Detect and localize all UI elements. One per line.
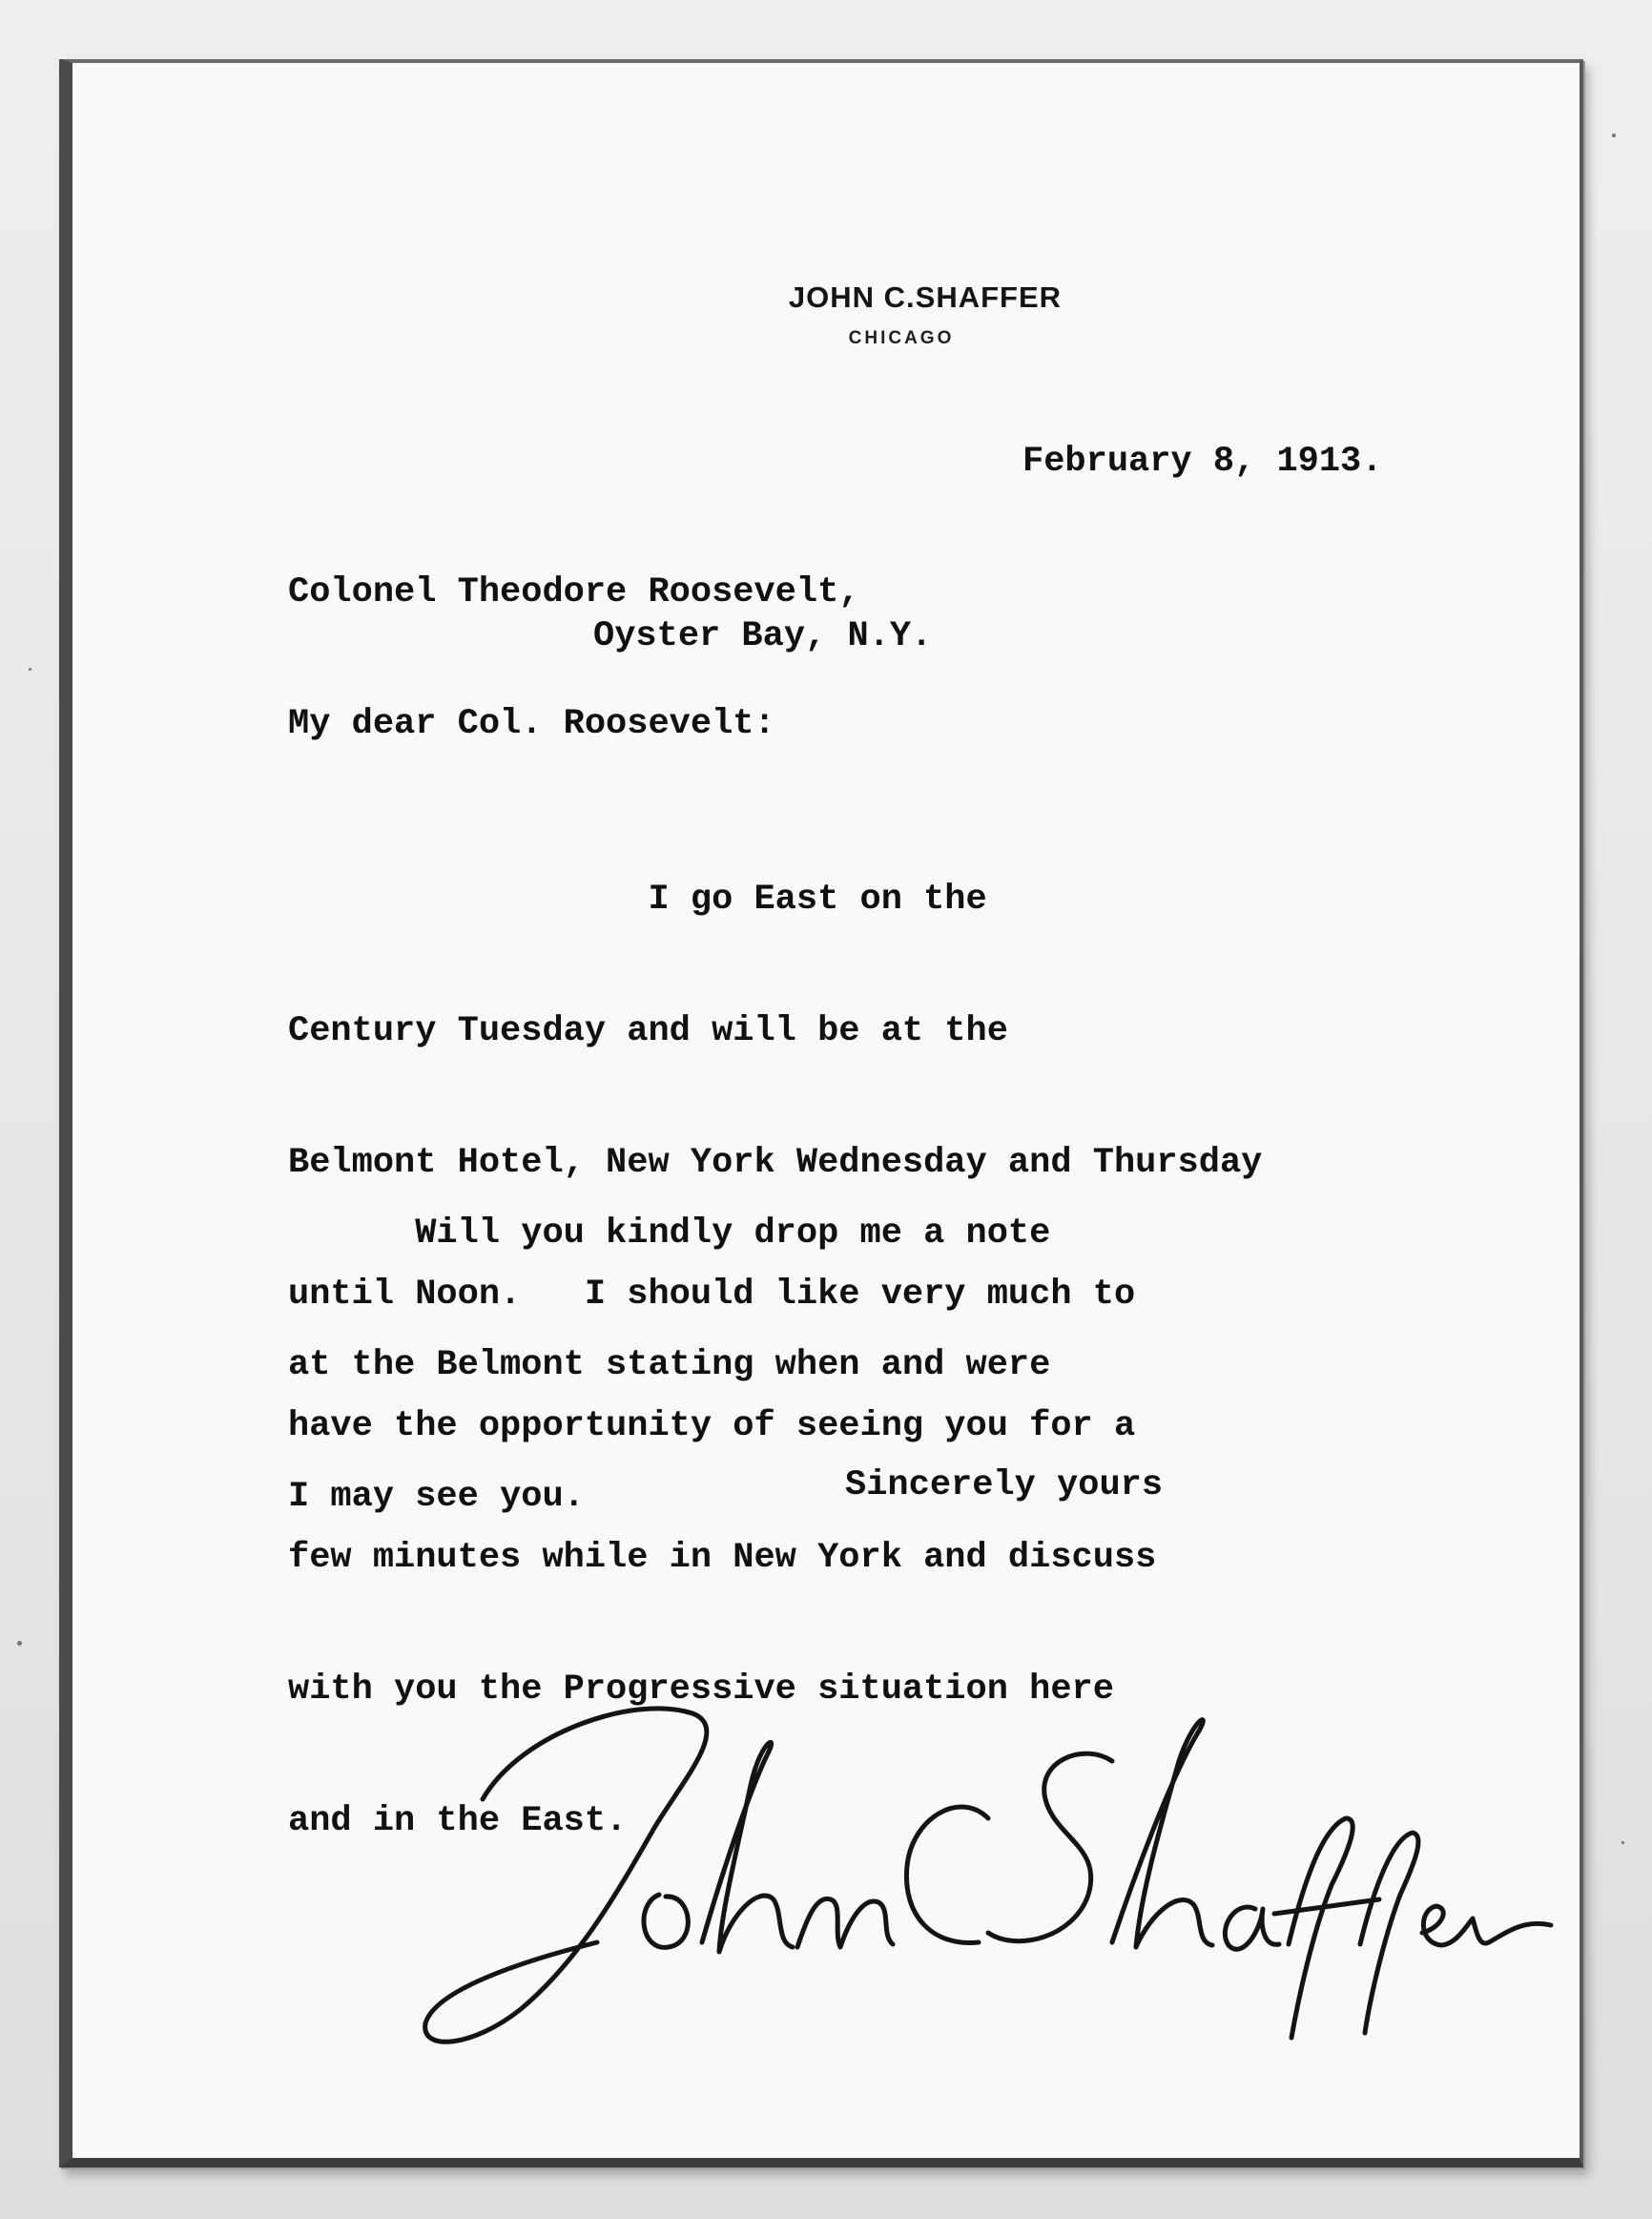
dust-speck — [1621, 1841, 1624, 1844]
body-line: Century Tuesday and will be at the — [288, 1011, 1008, 1051]
dust-speck — [29, 668, 31, 671]
recipient-address: Oyster Bay, N.Y. — [593, 616, 933, 656]
body-line: I may see you. — [288, 1477, 585, 1517]
dust-speck — [17, 1641, 22, 1646]
letterhead-name: JOHN C.SHAFFER — [788, 280, 1063, 314]
body-line: Belmont Hotel, New York Wednesday and Thursday — [288, 1143, 1263, 1183]
body-line: few minutes while in New York and discuss — [288, 1538, 1157, 1578]
body-line: I go East on the — [288, 880, 987, 920]
closing: Sincerely yours — [845, 1465, 1164, 1505]
body-line: until Noon. I should like very much to — [288, 1275, 1136, 1315]
recipient-name: Colonel Theodore Roosevelt, — [288, 572, 860, 612]
body-paragraph-2 — [288, 1124, 1050, 1607]
letterhead-city: CHICAGO — [848, 328, 955, 348]
letter-sheet — [59, 59, 1583, 2167]
handwritten-signature — [416, 1675, 1560, 2076]
body-line: and in the East. — [288, 1801, 628, 1841]
body-line: with you the Progressive situation here — [288, 1669, 1114, 1710]
dust-speck — [1612, 134, 1616, 137]
salutation: My dear Col. Roosevelt: — [288, 704, 775, 744]
letter-date: February 8, 1913. — [1022, 442, 1383, 482]
body-line: at the Belmont stating when and were — [288, 1345, 1051, 1385]
body-line: Will you kindly drop me a note — [288, 1213, 1051, 1254]
body-line: have the opportunity of seeing you for a — [288, 1406, 1136, 1446]
